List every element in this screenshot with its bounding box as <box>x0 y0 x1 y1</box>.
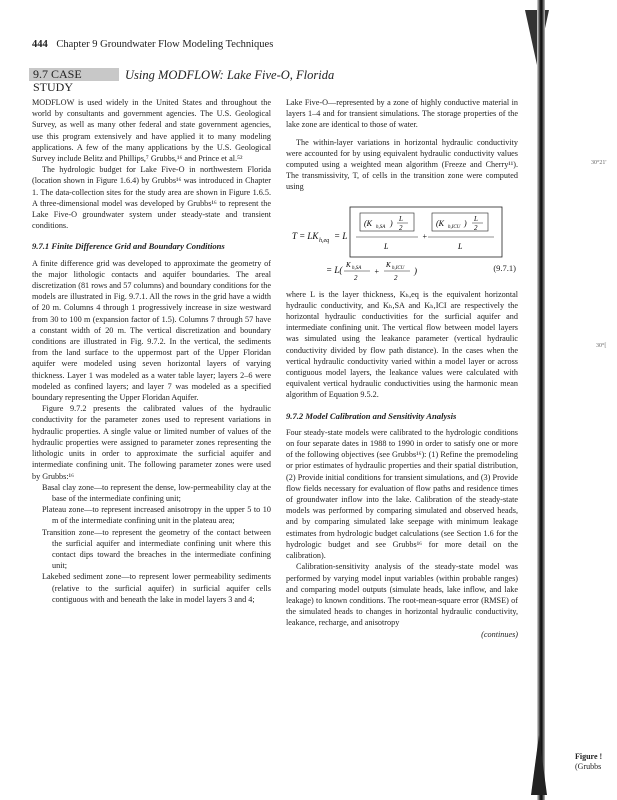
case-study-title: Using MODFLOW: Lake Five-O, Florida <box>125 68 335 82</box>
eq-term: + <box>422 231 428 241</box>
eq-term: ) <box>390 218 393 228</box>
eq-term: ) <box>414 265 417 276</box>
page-number: 444 <box>32 39 48 50</box>
case-study-label: 9.7 CASE STUDY <box>29 68 119 81</box>
paragraph: Calibration-sensitivity analysis of the steady-state model was performed by varying model input variables (within probable ranges) and comparing model outputs (simulate heads, lake inflow, and lake leakage) to known conditions. The root-mean-square error (RMSE) of the simulated heads to changes in horizontal hydraulic conductivity, leakance, recharge, and anisotropy <box>286 562 518 628</box>
paragraph: Four steady-state models were calibrated to the hydrologic conditions on four separate dates in 1988 to 1990 in order to satisfy one or more of the following objectives (see Grubbs¹⁶): (1) Refine the premodeling or prior estimates of hydraulic properties and their spatial distribution, (2) Provide initial conditions for transient simulations, and (3) Provide flow fields necessary for evaluation of flow paths and residence times of groundwater inflow into the lake. Calibration of the steady-state models was performed by comparing simulated and observed heads, and by comparing simulated lake seepage with minimum leakage estimates from hydrologic budget calculations (see Section 1.6 for the hydrologic budget and see Grubbs¹⁶ for more detail on the calibration). <box>286 427 518 561</box>
eq-term: K <box>386 260 391 269</box>
right-column <box>286 97 518 640</box>
eq-term: (K <box>364 218 372 228</box>
eq-term: h,SA <box>376 224 386 230</box>
paragraph: Figure 9.7.2 presents the calibrated values of the hydraulic conductivity for the parameter zones used to represent variations in hydraulic properties. A single value or limited number of values of the hydraulic properties were assigned to parameter zones representing the lithologic units in order to approximate the surficial aquifer and intermediate confining unit. The following parameter zones were used by Grubbs:¹⁶ <box>32 404 271 481</box>
figure-source: (Grubbs <box>575 762 602 771</box>
eq-term: L <box>399 214 403 223</box>
book-gutter <box>537 0 545 800</box>
paragraph: MODFLOW is used widely in the United States and throughout the world by consultants and government agencies. The U.S. Geological Survey, as well as many other federal and state government agencies, use this program extensively and have applied it to many modeling applications. A few of the many applications by the U.S. Geological Survey include Belitz and Phillips,⁷ Grubbs,¹⁶ and Prince et al.⁵² <box>32 98 271 164</box>
section-heading: 9.7.2 Model Calibration and Sensitivity Analysis <box>286 410 457 421</box>
running-header <box>32 39 273 50</box>
continues-note: (continues) <box>481 629 518 639</box>
eq-term: 2 <box>399 223 403 232</box>
map-coordinate: 30°21' <box>591 160 607 166</box>
section-heading: 9.7.1 Finite Difference Grid and Boundary Conditions <box>32 241 225 252</box>
eq-lhs: T = LK <box>292 230 319 241</box>
eq-term: L <box>384 241 389 251</box>
eq-term: (K <box>436 218 444 228</box>
eq-rhs-1: = L <box>334 230 348 241</box>
eq-term: ) <box>464 218 467 228</box>
equation-number: (9.7.1) <box>493 262 516 273</box>
binding-shadow-bottom <box>531 735 547 795</box>
zone-item: Plateau zone—to represent increased anisotropy in the upper 5 to 10 m of the intermediate confining unit in the plateau area; <box>42 505 271 526</box>
figure-label: Figure ! <box>575 752 603 761</box>
eq-term: 2 <box>474 223 478 232</box>
paragraph: The within-layer variations in horizontal hydraulic conductivity were accounted for by using equivalent hydraulic conductivity values computed using a weighted mean algorithm (Freeze and Cherry¹¹). The transmissivity, T, of cells in the transition zone were computed using <box>286 137 518 192</box>
paragraph: A finite difference grid was developed to approximate the geometry of the major lithologic contacts and aquifer boundaries. The areal discretization (81 rows and 57 columns) and boundary conditions for the models are illustrated in Fig. 9.7.1. All the rows in the grid have a width of 20 m. Columns 4 through 1 progressively increase in size westward from 30 to 100 m (expansion factor of 1.5). Columns 7 through 57 have a constant width of 20 m. The vertical discretization and boundary conditions are illustrated in Fig. 9.7.2. In the vertical, the sediments from the land surface to the uppermost part of the Upper Floridan aquifer were modeled using seven horizontal layers of varying thickness. Layer 1 was modeled as a water table layer; layers 2–6 were modeled as confined layers; and layer 7 was modeled as a specified boundary representing the Upper Floridan Aquifer. <box>32 258 271 403</box>
zone-item: Transition zone—to represent the geometry of the contact between the surficial aquifer and intermediate confining unit where this contact dips toward the breaches in the intermediate confining unit; <box>42 527 271 571</box>
equation-9-7-1 <box>286 199 518 285</box>
eq-term: h,SA <box>352 265 362 271</box>
left-column <box>32 97 271 605</box>
eq-term: L <box>474 214 478 223</box>
zone-item: Basal clay zone—to represent the dense, low-permeability clay at the base of the intermediate confining unit; <box>42 482 271 503</box>
zone-item: Lakebed sediment zone—to represent lower permeability sediments (relative to the surficial aquifer) in surficial aquifer cells contiguous with and beneath the lake in model layers 3 and 4; <box>42 572 271 604</box>
eq-rhs-2: = L( <box>326 264 343 275</box>
map-coordinate: 30°[ <box>596 343 607 349</box>
eq-term: h,ICU <box>392 265 405 271</box>
paragraph: The hydrologic budget for Lake Five-O in northwestern Florida (location shown in Figure 1.6.4) by Grubbs¹⁶ was introduced in Chapter 1. The data-collection sites for the study area are shown in Figure 1.6.5. A three-dimensional model was developed by Grubbs¹⁶ to represent the Lake Five-O groundwater system under steady-state and transient conditions. <box>32 165 271 231</box>
eq-term: 2 <box>354 273 358 282</box>
facing-page-caption <box>575 752 602 772</box>
eq-term: L <box>458 241 463 251</box>
paragraph: where L is the layer thickness, Kₕ,eq is the equivalent horizontal hydraulic conductivity, and Kₕ,SA and Kₕ,ICI are respectively the horizontal hydraulic conductivities for the surficial aquifer and intermediate confining unit. The vertical flow between model layers was simulated using the leakance parameter (vertical hydraulic conductivity divided by flow path distance). In the cases when the vertical hydraulic conductivity varied within a model layer or across contiguous model layers, the leakance values were calculated with equivalent vertical hydraulic conductivities using the harmonic mean algorithm of Equation 9.5.2. <box>286 289 518 400</box>
eq-lhs-sub: h,eq <box>319 237 330 244</box>
eq-term: K <box>346 260 351 269</box>
eq-term: h,ICU <box>448 224 461 230</box>
equation-graphic <box>286 199 518 285</box>
eq-term: + <box>374 266 380 276</box>
zone-item: Lake Five-O—represented by a zone of highly conductive material in layers 1–4 and for transient simulations. The storage properties of the lake zone are identical to those of water. <box>286 98 518 130</box>
chapter-title: Chapter 9 Groundwater Flow Modeling Techniques <box>56 39 274 50</box>
eq-term: 2 <box>394 273 398 282</box>
